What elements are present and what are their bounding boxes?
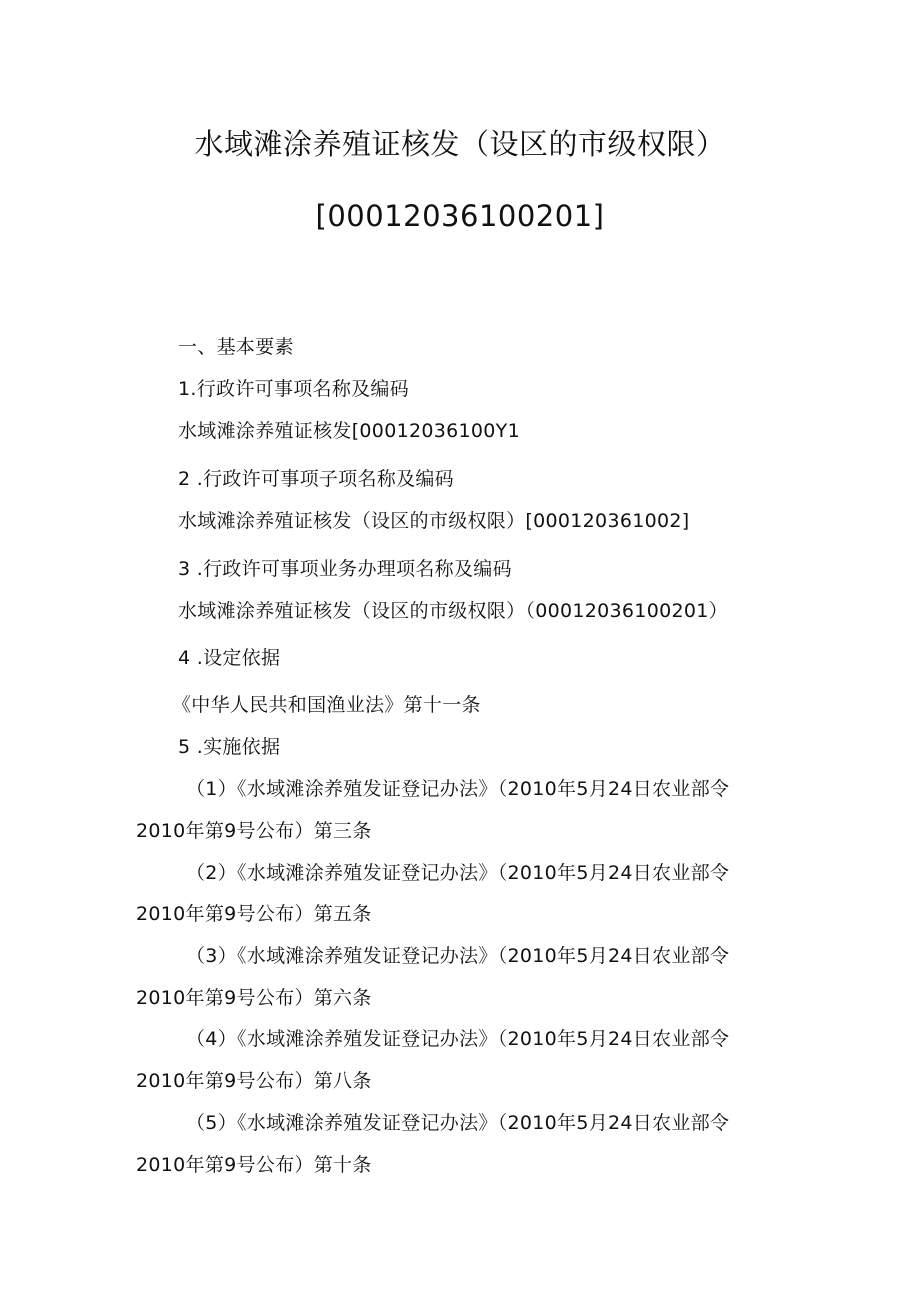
basis-1-line1: （1）《水域滩涂养殖发证登记办法》（2010年5月24日农业部令 [186,778,730,800]
basis-4-line2: 2010年第9号公布）第八条 [136,1070,372,1092]
section-heading-basic-elements: 一、基本要素 [178,336,294,358]
basis-3-line2: 2010年第9号公布）第六条 [136,987,372,1009]
basis-5-line1: （5）《水域滩涂养殖发证登记办法》（2010年5月24日农业部令 [186,1112,730,1134]
basis-2-line1: （2）《水域滩涂养殖发证登记办法》（2010年5月24日农业部令 [186,862,730,884]
basis-5-line2: 2010年第9号公布）第十条 [136,1154,372,1176]
basis-2-line2: 2010年第9号公布）第五条 [136,903,372,925]
document-title-line-1: 水域滩涂养殖证核发（设区的市级权限） [194,127,726,161]
item2-value: 水域滩涂养殖证核发（设区的市级权限）[000120361002] [178,510,690,532]
item1-heading: 1.行政许可事项名称及编码 [178,378,410,400]
item4-value: 《中华人民共和国渔业法》第十一条 [172,694,481,716]
basis-4-line1: （4）《水域滩涂养殖发证登记办法》（2010年5月24日农业部令 [186,1028,730,1050]
basis-1-line2: 2010年第9号公布）第三条 [136,820,372,842]
item3-value: 水域滩涂养殖证核发（设区的市级权限）（00012036100201） [178,600,728,622]
item1-value: 水域滩涂养殖证核发[00012036100Y1 [178,420,520,442]
item5-heading: 5 .实施依据 [178,736,281,758]
document-title-code: [00012036100201] [315,199,605,233]
item3-heading: 3 .行政许可事项业务办理项名称及编码 [178,558,512,580]
item2-heading: 2 .行政许可事项子项名称及编码 [178,468,454,490]
item4-heading: 4 .设定依据 [178,647,281,669]
basis-3-line1: （3）《水域滩涂养殖发证登记办法》（2010年5月24日农业部令 [186,945,730,967]
